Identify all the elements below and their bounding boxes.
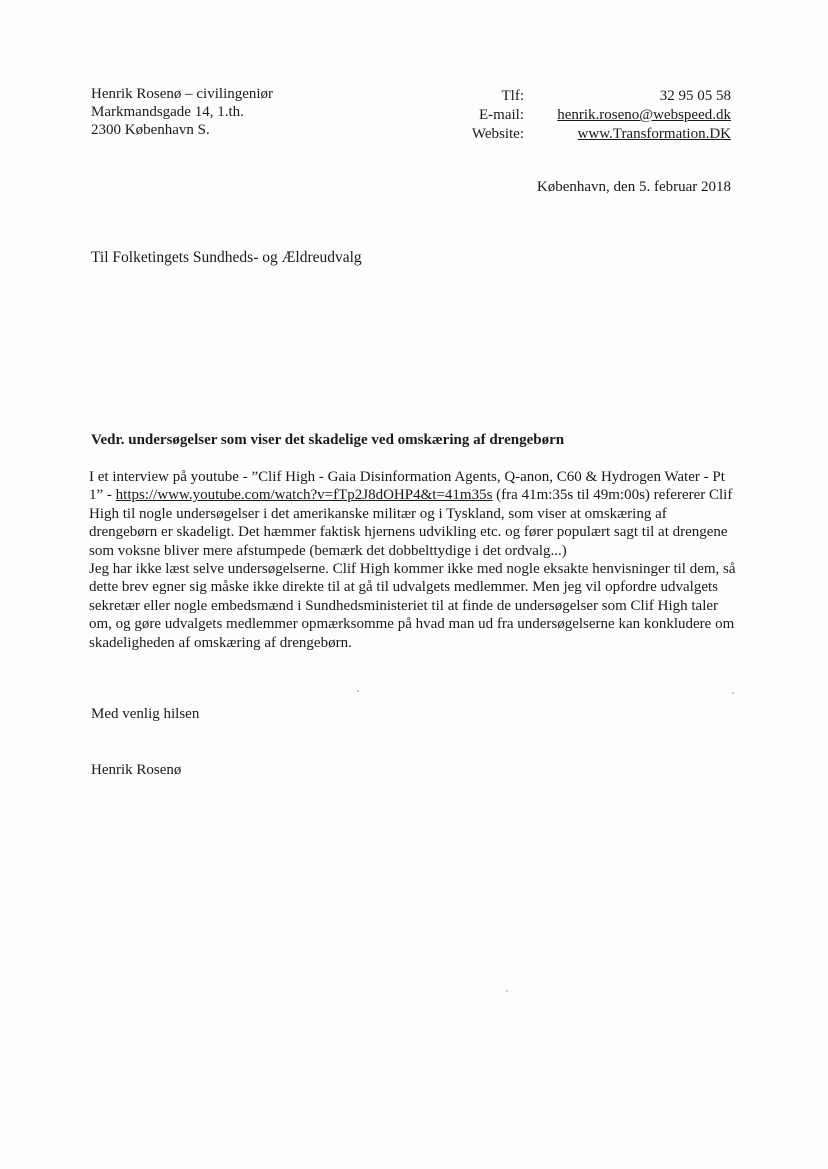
scan-speck [506, 990, 508, 992]
youtube-link[interactable]: https://www.youtube.com/watch?v=fTp2J8dOHP4&t=41m35s [115, 487, 493, 504]
sender-city: 2300 København S. [91, 122, 210, 138]
phone-label: Tlf: [501, 88, 524, 104]
sender-street: Markmandsgade 14, 1.th. [91, 104, 244, 120]
recipient-line: Til Folketingets Sundheds- og Ældreudvalg [91, 249, 362, 266]
email-label: E-mail: [479, 107, 524, 123]
scan-speck [357, 690, 359, 692]
email-link[interactable]: henrik.roseno@webspeed.dk [557, 107, 731, 123]
sender-name: Henrik Rosenø – civilingeniør [91, 86, 274, 102]
website-label: Website: [471, 126, 524, 142]
body-paragraph-1-start: I et interview på youtube - ”Clif High - Gaia Disinformation Agents, Q-anon, C60 & Hydrogen Water - Pt 1” - [89, 469, 725, 504]
letter-body [89, 468, 737, 652]
website-link[interactable]: www.Transformation.DK [577, 126, 731, 142]
body-paragraph-1-end: (fra 41m:35s til 49m:00s) refererer Clif High til nogle undersøgelser i det amerikanske militær og i Tyskland, som viser at omskæring af drengebørn er skadeligt. Det hæmmer faktisk hjernens udvikling etc. og fører populært sagt til at drengene som voksne bliver mere afstumpede (bemærk det dobbelttydige i det ordvalg...) [89, 487, 733, 559]
closing-phrase: Med venlig hilsen [91, 706, 200, 722]
letter-date: København, den 5. februar 2018 [536, 179, 731, 195]
sender-address [91, 85, 273, 139]
contact-labels [430, 87, 524, 144]
subject-heading: Vedr. undersøgelser som viser det skadelige ved omskæring af drengebørn [91, 432, 565, 448]
signature-name: Henrik Rosenø [91, 762, 182, 778]
contact-values [536, 87, 731, 144]
phone-value: 32 95 05 58 [659, 88, 731, 104]
scan-speck [732, 692, 734, 694]
body-paragraph-2: Jeg har ikke læst selve undersøgelserne. Clif High kommer ikke med nogle eksakte henvisninger til dem, så dette brev egner sig måske ikke direkte til at gå til udvalgets medlemmer. Men jeg vil opfordre udvalgets sekretær eller nogle embedsmænd i Sundhedsministeriet til at finde de undersøgelser som Clif High taler om, og gøre udvalgets medlemmer opmærksomme på hvad man ud fra undersøgelserne kan konkludere om skadeligheden af omskæring af drengebørn. [89, 561, 736, 651]
